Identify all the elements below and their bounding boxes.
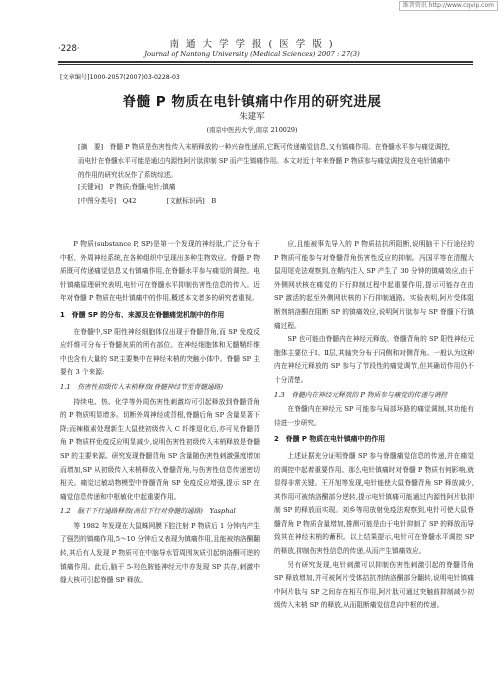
- affiliation: (南京中医药大学,南京 210029): [206, 126, 298, 134]
- abstract: [摘 要] 脊髓 P 物质是伤害性传入末梢释放的一种兴奋性递质,它既可传递痛觉信息,又有镇痛作用。在脊髓水平参与痛觉调控,而电针在脊髓水平可能是通过内源性阿片肽抑制 SP 而产生镇痛作用。本文对近十年来脊髓 P 物质参与痛觉调控及在电针镇痛中的作用的研究状况作了系统综述。: [78, 143, 450, 179]
- header-rule-thick: [58, 61, 473, 63]
- body-paragraph: 另有研究发现,电针刺激可以抑制伤害性刺激引起的脊髓背角 SP 释放增加,并可被阿片受体拮抗剂纳洛酮部分翻转,说明电针镇痛中阿片肽与 SP 之间存在相互作用,阿片肽可通过突触前抑制减少初级传入末梢 SP 的释放,从而阻断痛觉信息向中枢的传递。: [274, 560, 474, 610]
- journal-name-en: Journal of Nantong University (Medical Sciences) 2007 : 27(3): [144, 50, 360, 58]
- classification: [78, 195, 450, 205]
- section-heading: 2 脊髓 P 物质在电针镇痛中的作用: [274, 435, 386, 444]
- right-column: [274, 238, 474, 693]
- page-number: ·228·: [58, 44, 80, 54]
- body-paragraph: SP 也可能由脊髓内在神经元释放。脊髓背角的 SP 阳性神经元胞体主要位于Ⅰ、Ⅱ层,其轴突分布于同侧和对侧背角。一般认为这种内在神经元释放的 SP 参与了节段性的痛觉调节,但其确切作用仍不十分清楚。: [274, 335, 474, 384]
- section-heading: 1.3 脊髓内在神经元释放的 P 物质参与痛觉的传递与调控: [274, 390, 448, 399]
- header-rule-thin: [58, 64, 473, 65]
- clc-number: [中图分类号] Q42: [78, 197, 137, 205]
- body-paragraph: 等 1982 年发现在大鼠蛛网膜下腔注射 P 物质后 1 分钟内产生了强烈的镇痛作用,5～10 分钟后又表现为镇痛作用,且能被纳洛酮翻转,其后有人发现 P 物质可在中脑导水管周围灰质引起纳洛酮可逆的镇痛作用。此后,脑干 5-羟色胺能神经元中亦发现 SP 共存,刺激中缝大核可引起脊髓 SP 释放。: [60, 521, 260, 585]
- author: 朱建军: [239, 112, 265, 122]
- section-heading: 1 脊髓 SP 的分布、来源及在脊髓痛觉机制中的作用: [60, 310, 225, 319]
- body-paragraph: 上述证据充分证明脊髓 SP 参与脊髓痛觉信息的传递,并在痛觉的调控中起着重要作用。那么电针镇痛时对脊髓 P 物质有何影响,就显得非常关键。王开旭等发现,电针能使大鼠脊髓背角 SP 释放减少,其作用可被纳洛酮部分逆转,提示电针镇痛可能通过内源性阿片肽抑制 SP 的释放而实现。刘乡等用放射免疫法观察到,电针可使大鼠脊髓背角 P 物质含量增加,推测可能是由于电针抑制了 SP 的释放而导致其在神经末梢的蓄积。以上结果提示,电针可在脊髓水平调控 SP 的释放,抑制伤害性信息的传递,从而产生镇痛效应。: [274, 451, 474, 556]
- left-column: [60, 238, 260, 693]
- article-number: [文章编号]1000-2057(2007)03-0228-03: [60, 74, 180, 81]
- journal-name-cn: 南 通 大 学 学 报 ( 医 学 版 ): [169, 39, 335, 50]
- body-paragraph: 应,且能被事先导入的 P 物质拮抗所阻断,说明脑干下行途径的 P 物质可能参与对脊髓背角伤害性反应的抑制。冯国平等在清醒大鼠用尾壳法观察到,在鞘内注入 SP 产生了 30 分钟的镇痛效应,由于外侧网状核在痛觉的下行抑制过程中起重要作用,提示可能存在由 SP 激活的起至外侧网状核的下行抑制通路。实验表明,阿片受体阻断剂纳洛酮在阻断 SP 的镇痛效应,说明阿片肽参与 SP 脊髓下行镇痛过程。: [274, 240, 474, 330]
- article-title: 脊髓 P 物质在电针镇痛中作用的研究进展: [122, 94, 382, 110]
- body-paragraph: P 物质(substance P, SP)是第一个发现的神经肽,广泛分布于中枢、外周神经系统,在各种组织中呈现出多种生物效应。脊髓 P 物质既可传递痛觉信息又有镇痛作用,在脊髓水平参与痛觉的调控。电针镇痛原理研究表明,电针可在脊髓水平抑制伤害性信息的传入。近年对脊髓 P 物质在电针镇痛中的作用,概述本文者多的研究者重视。: [60, 240, 260, 303]
- body-paragraph: 持续电、热、化学等外周伤害性刺激均可引起释放到脊髓背角的 P 物质明显增多。切断外周神经或背根,脊髓后角 SP 含量显著下降;而辣椒素处理新生大鼠使初级传入 C 纤维退化后,亦可见脊髓背角 P 物质样免疫反应明显减少,说明伤害性初级传入末梢释放是脊髓 SP 的主要来源。研究发现脊髓背角 SP 含量随伤害性刺激强度增加而增加,SP 从初级传入末梢释放入脊髓背角,与伤害性信息传递密切相关。痛觉过敏动物模型中脊髓背角 SP 免疫反应增强,提示 SP 在痛觉信息传递和中枢敏化中起重要作用。: [60, 397, 260, 501]
- body-paragraph: 在脊髓内在神经元 SP 可能参与局部环路的痛觉调制,其功能有待进一步研究。: [274, 405, 474, 427]
- document-code: [文献标识码] B: [166, 197, 217, 205]
- section-heading: 1.1 伤害性初级传入末梢释放(脊髓神经节至背髓通路): [60, 382, 223, 391]
- keywords: [关键词] P 物质;脊髓;电针;镇痛: [78, 183, 176, 191]
- section-heading: 1.2 脑干下行通路释放(高位下行对脊髓的通路) Yasphal: [60, 507, 236, 516]
- watermark: 维普资讯 http://www.cqvip.com: [399, 1, 498, 11]
- body-paragraph: 在脊髓中,SP 阳性神经细胞体仅出现于脊髓背角,而 SP 免疫反应纤维可分布于脊髓灰质的所有部位。在神经细胞体和无髓鞘纤维中也含有大量的 SP,主要集中在神经末梢的突触小体中。脊髓 SP 主要有 3 个来源:: [60, 327, 260, 377]
